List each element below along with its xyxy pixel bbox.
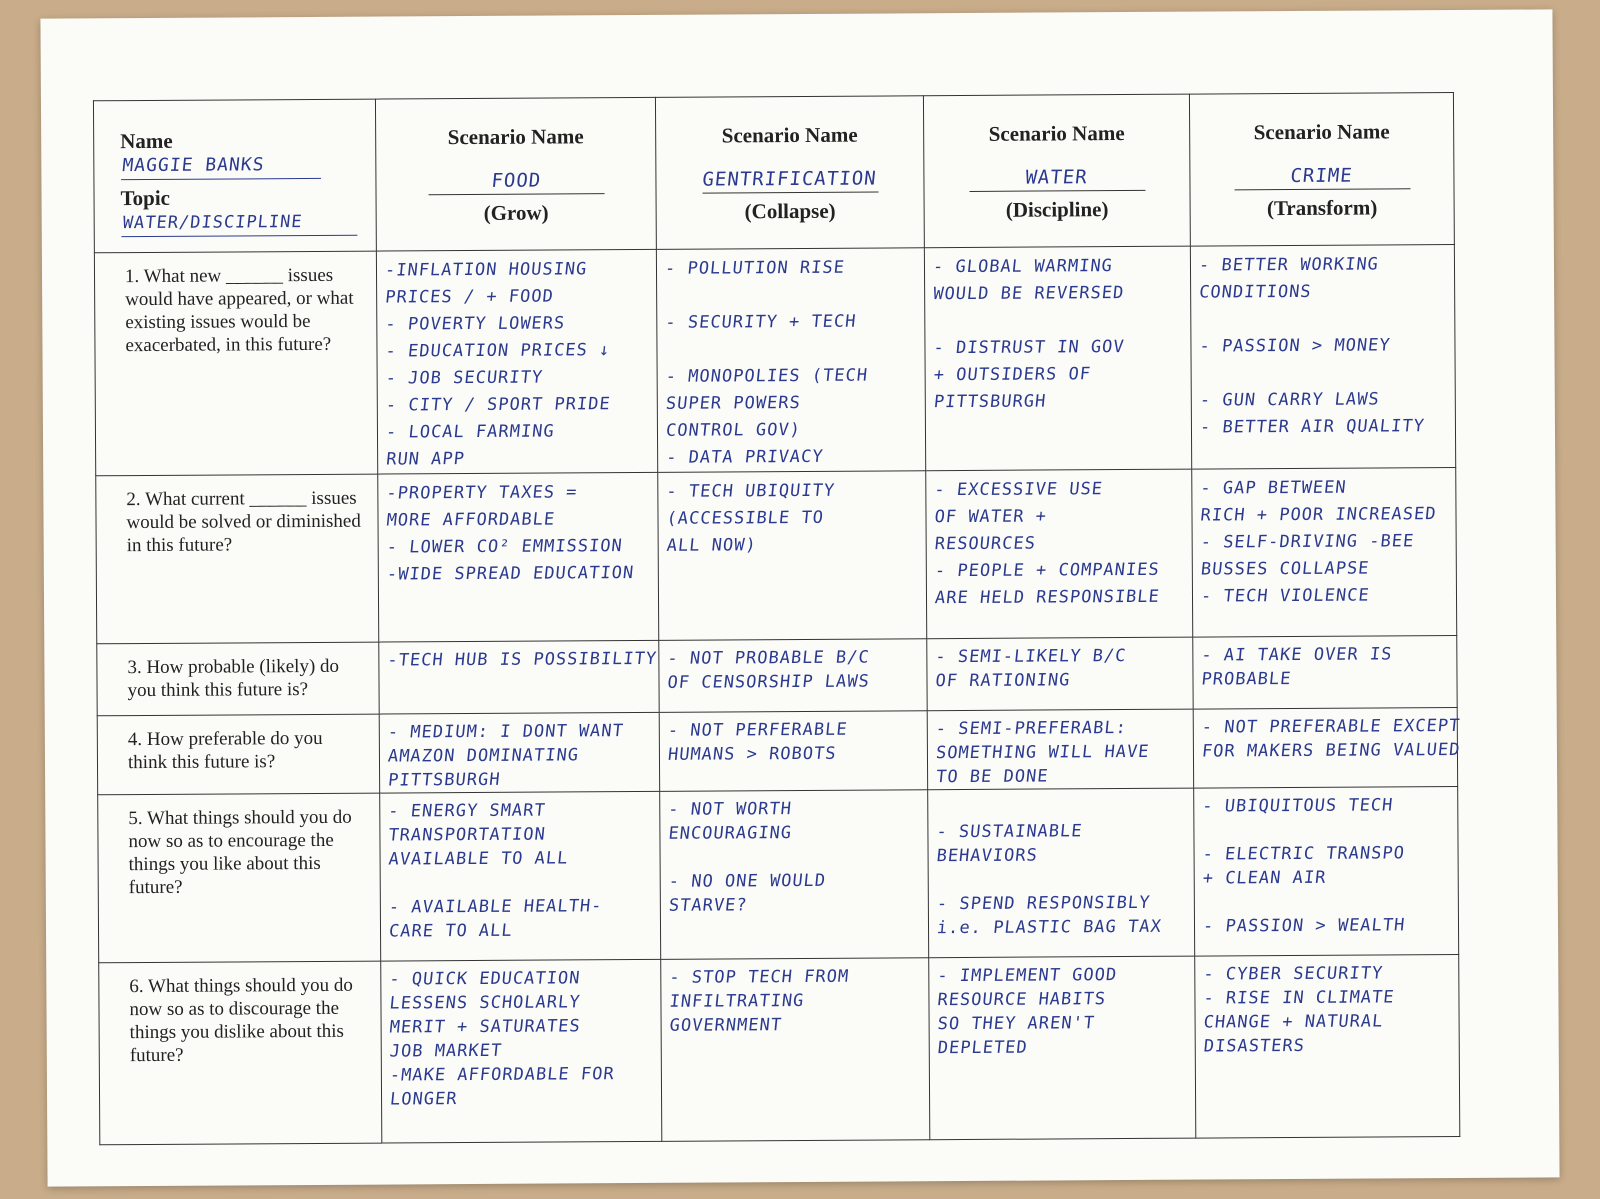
handwritten-line: - PASSION > WEALTH [1202,915,1407,937]
answer-cell [926,469,1193,639]
handwritten-line: - BETTER AIR QUALITY [1199,416,1426,438]
scenario-type: (Transform) [1266,195,1378,221]
scenario-header-collapse [655,96,924,250]
handwritten-line: - POLLUTION RISE [664,257,846,279]
handwritten-line: - DATA PRIVACY [665,446,825,468]
answer-cell [378,472,659,642]
handwritten-line: - NOT PERFERABLE [666,719,849,741]
scenario-label: Scenario Name [988,121,1125,146]
answer-cell [1195,954,1460,1138]
header-row [93,92,1454,252]
handwritten-line: -WIDE SPREAD EDUCATION [385,563,636,585]
answer-cell [1194,786,1459,956]
handwritten-line: - ELECTRIC TRANSPO [1201,843,1406,865]
handwritten-line: CONDITIONS [1198,281,1313,303]
answer-cell [660,790,929,960]
scenario-label: Scenario Name [1253,119,1390,145]
handwritten-line: (ACCESSIBLE TO [665,507,825,529]
handwritten-line: ENCOURAGING [667,823,794,844]
handwritten-line: PITTSBURGH [932,391,1048,413]
answer-cell [929,956,1196,1140]
name-topic-cell [93,99,376,253]
handwritten-line: - BETTER WORKING [1198,254,1380,276]
handwritten-line: - SUSTAINABLE [935,821,1084,843]
handwritten-line: -PROPERTY TAXES = [385,482,579,504]
handwritten-line: - GAP BETWEEN [1199,477,1348,499]
question-cell: 3. How probable (likely) do you think this future is? [97,642,379,716]
handwritten-line: SUPER POWERS [664,392,802,414]
answer-cell [658,471,927,641]
answer-cell [1190,244,1455,469]
answer-cell [661,958,930,1142]
scenario-blank [1234,162,1410,190]
handwritten-line: BEHAVIORS [935,845,1039,867]
scenario-label: Scenario Name [721,122,858,148]
handwritten-line: - MONOPOLIES (TECH [664,365,869,387]
handwritten-line: INFILTRATING [668,990,806,1012]
answer-cell [928,788,1195,958]
handwritten-line: RUN APP [385,449,466,470]
handwritten-line: CONTROL GOV) [665,419,802,441]
handwritten-line: SOMETHING WILL HAVE [934,741,1151,764]
scenario-blank [428,167,604,195]
handwritten-line: -TECH HUB IS POSSIBILITY [386,648,658,671]
scenario-blank [702,166,878,194]
handwritten-line: - CYBER SECURITY [1202,963,1385,985]
handwritten-line: - LOWER CO² EMMISSION [385,536,624,558]
handwritten-line: PROBABLE [1200,668,1293,690]
handwritten-line: FOR MAKERS BEING VALUED [1200,739,1462,762]
topic-label: Topic [120,185,171,211]
handwritten-line: DEPLETED [936,1037,1029,1059]
handwritten-line: RESOURCES [933,533,1037,555]
handwritten-line: - IMPLEMENT GOOD [936,965,1119,987]
answer-cell [659,639,927,713]
question-cell: 5. What things should you do now so as to encourage the things you like about this future? [98,793,381,963]
handwritten-line [664,335,920,364]
handwritten-line: - DISTRUST IN GOV [932,337,1126,359]
scenario-value: FOOD [489,169,542,192]
question-cell: 1. What new ______ issues would have appeared, or what existing issues would be exacerbated, in this future? [94,251,377,476]
handwritten-line: + OUTSIDERS OF [932,364,1092,386]
scenario-table [93,92,1460,1145]
handwritten-line: - EDUCATION PRICES ↓ [384,340,612,362]
handwritten-line: - POVERTY LOWERS [384,313,567,335]
handwritten-line: STARVE? [667,895,749,916]
scenario-label: Scenario Name [447,124,584,150]
question-cell: 6. What things should you do now so as to discourage the things you dislike about this future? [99,961,382,1145]
answer-cell [379,640,659,714]
handwritten-line: OF CENSORSHIP LAWS [666,671,871,693]
handwritten-line: - SEMI-PREFERABL: [934,717,1128,740]
handwritten-line: - AVAILABLE HEALTH- [387,896,604,918]
handwritten-line: LESSENS SCHOLARLY [388,992,582,1014]
handwritten-line: TO BE DONE [935,766,1050,788]
scenario-header-transform [1189,92,1454,246]
scenario-blank [969,164,1145,192]
handwritten-line: TRANSPORTATION [387,824,547,846]
handwritten-line: -INFLATION HOUSING [384,259,589,281]
handwritten-line [932,307,1186,336]
handwritten-line: LONGER [389,1089,459,1110]
handwritten-line: - GUN CARRY LAWS [1198,389,1381,411]
handwritten-line: - PEOPLE + COMPANIES [933,559,1161,582]
question-row [97,635,1457,715]
handwritten-line: - NOT PREFERABLE EXCEPT [1200,715,1462,738]
handwritten-line: JOB MARKET [388,1040,504,1062]
handwritten-line: PITTSBURGH [387,769,502,791]
handwritten-line [667,844,922,870]
handwritten-line: MORE AFFORDABLE [385,509,557,531]
answer-cell [659,711,927,792]
handwritten-line: OF RATIONING [934,670,1072,692]
handwritten-line: - EXCESSIVE USE [933,479,1104,501]
handwritten-line: - QUICK EDUCATION [388,968,582,990]
question-row [97,707,1457,794]
question-cell: 4. How preferable do you think this future is? [97,714,379,795]
handwritten-line: - NOT PROBABLE B/C [666,647,871,669]
handwritten-line: - ENERGY SMART [387,800,547,822]
handwritten-line [936,867,1189,893]
handwritten-line [1201,817,1452,843]
handwritten-line: HUMANS > ROBOTS [666,743,838,765]
scenario-header-grow [375,97,656,251]
handwritten-line [1202,889,1453,915]
handwritten-line: - CITY / SPORT PRIDE [384,394,612,416]
answer-cell [1193,707,1462,788]
answer-cell [376,249,657,474]
answer-cell [924,246,1191,471]
handwritten-line: -MAKE AFFORDABLE FOR [388,1064,616,1086]
answer-cell [927,709,1193,790]
handwritten-line: + CLEAN AIR [1201,867,1328,889]
scenario-header-discipline [923,94,1190,248]
scenario-type: (Collapse) [744,198,836,224]
handwritten-line [935,795,1188,821]
handwritten-line: - NOT WORTH [667,799,793,820]
handwritten-line: - TECH VIOLENCE [1200,585,1371,607]
answer-cell [927,637,1193,711]
handwritten-line [664,281,920,310]
handwritten-line: - SPEND RESPONSIBLY [935,892,1152,915]
handwritten-line: - PASSION > MONEY [1198,335,1392,357]
handwritten-line: - TECH UBIQUITY [665,480,836,502]
handwritten-line: CARE TO ALL [388,920,514,942]
answer-cell [379,712,659,793]
handwritten-line: AMAZON DOMINATING [386,745,580,767]
question-cell: 2. What current ______ issues would be solved or diminished in this future? [96,474,379,644]
handwritten-line [388,870,655,896]
handwritten-line: - JOB SECURITY [384,367,544,389]
handwritten-line: BUSSES COLLAPSE [1199,558,1371,580]
handwritten-line: ARE HELD RESPONSIBLE [934,586,1161,609]
handwritten-line: PRICES / + FOOD [384,286,555,308]
question-row [96,467,1457,643]
answer-cell [656,248,925,473]
handwritten-line: - UBIQUITOUS TECH [1201,795,1395,817]
handwritten-line: SO THEY AREN'T [936,1013,1096,1035]
scenario-value: CRIME [1289,164,1355,188]
answer-cell [381,959,662,1143]
scenario-value: WATER [1024,166,1090,189]
handwritten-line [1198,305,1450,334]
question-row [99,954,1460,1144]
handwritten-line: AVAILABLE TO ALL [387,848,570,870]
handwritten-line: ALL NOW) [665,535,758,556]
topic-value: WATER/DISCIPLINE [121,209,360,237]
worksheet-paper [40,9,1559,1186]
answer-cell [1193,635,1457,709]
handwritten-line: - LOCAL FARMING [385,421,556,443]
handwritten-line: - RISE IN CLIMATE [1202,987,1396,1009]
handwritten-line: WOULD BE REVERSED [932,283,1126,305]
handwritten-line: GOVERNMENT [668,1015,783,1036]
question-row [98,786,1459,962]
handwritten-line: RESOURCE HABITS [936,989,1107,1011]
handwritten-line: i.e. PLASTIC BAG TAX [936,916,1163,939]
handwritten-line: - SELF-DRIVING -BEE [1199,531,1416,553]
answer-cell [1192,467,1457,637]
answer-cell [380,791,661,961]
name-value: MAGGIE BANKS [121,152,324,180]
handwritten-line: CHANGE + NATURAL [1202,1011,1385,1033]
scenario-type: (Discipline) [1005,197,1109,222]
name-label: Name [120,128,173,154]
handwritten-line: - SECURITY + TECH [664,311,858,333]
scenario-value: GENTRIFICATION [701,167,879,191]
handwritten-line: DISASTERS [1202,1035,1306,1057]
handwritten-line: - SEMI-LIKELY B/C [934,646,1128,668]
handwritten-line: MERIT + SATURATES [388,1016,582,1038]
handwritten-line: OF WATER + [933,506,1048,528]
handwritten-line: - MEDIUM: I DONT WANT [386,721,625,743]
question-row [94,244,1455,475]
handwritten-line: - STOP TECH FROM [668,966,851,988]
handwritten-line: - GLOBAL WARMING [932,256,1114,278]
scenario-type: (Grow) [483,200,549,225]
handwritten-line: - AI TAKE OVER IS [1200,644,1394,666]
handwritten-line: RICH + POOR INCREASED [1199,504,1438,526]
handwritten-line: - NO ONE WOULD [667,870,828,892]
handwritten-line [1198,359,1450,388]
